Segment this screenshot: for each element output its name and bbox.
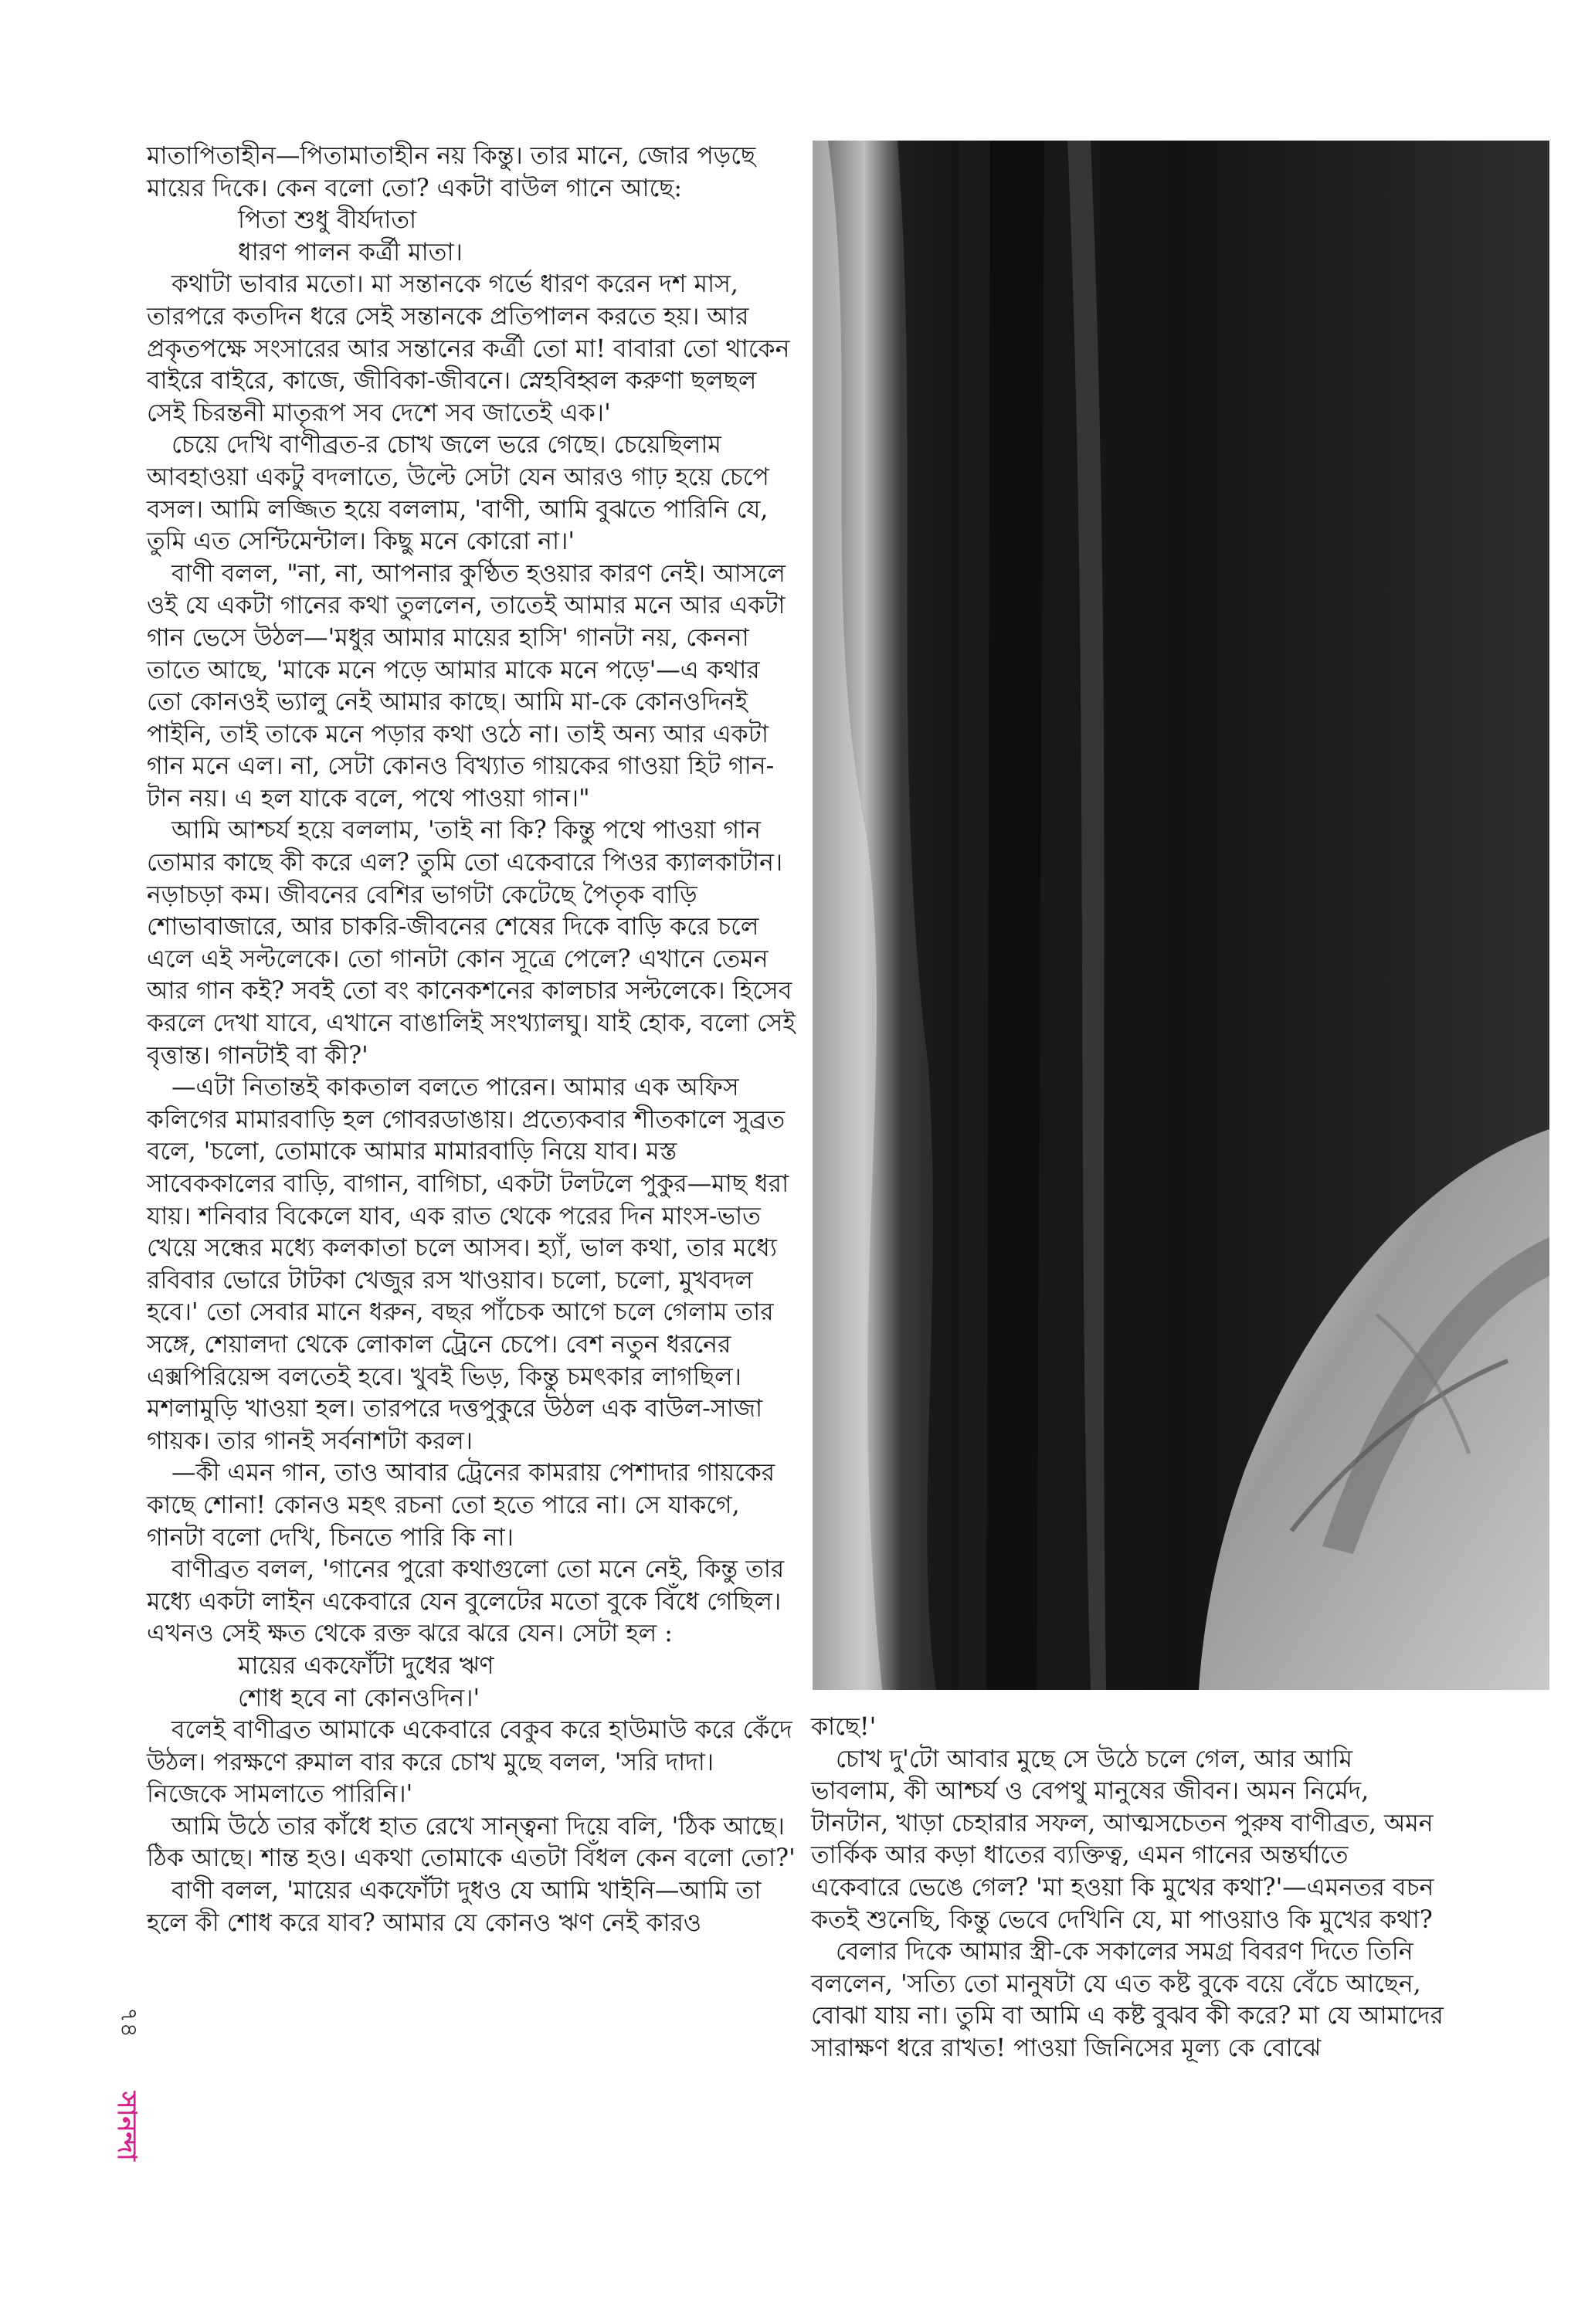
left-text-column: [147, 141, 800, 1939]
illustration-photo: [813, 141, 1549, 1690]
paragraph: আমি উঠে তার কাঁধে হাত রেখে সান্ত্বনা দিয়ে বলি, 'ঠিক আছে। ঠিক আছে। শান্ত হও। একথা তোমাকে এতটা বিঁধল কেন বলো তো?': [147, 1812, 796, 1873]
paragraph: বাণী বলল, 'মায়ের একফোঁটা দুধও যে আমি খাইনি—আমি তা হলে কী শোধ করে যাব? আমার যে কোনও ঋণ নেই কারও: [147, 1877, 762, 1937]
verse-line: ধারণ পালন কর্ত্রী মাতা।: [238, 238, 463, 266]
paragraph: —কী এমন গান, তাও আবার ট্রেনের কামরায় পেশাদার গায়কের কাছে শোনা! কোনও মহৎ রচনা তো হতে পারে না। সে যাকগে, গানটা বলো দেখি, চিনতে পারি কি না।: [147, 1459, 775, 1552]
paragraph: আমি আশ্চর্য হয়ে বললাম, 'তাই না কি? কিন্তু পথে পাওয়া গান তোমার কাছে কী করে এল? তুমি তো একেবারে পিওর ক্যালকাটান। নড়াচড়া কম। জীবনের বেশির ভাগটা কেটেছে পৈতৃক বাড়ি শোভাবাজারে, আর চাকরি-জীবনের শেষের দিকে বাড়ি করে চলে এলে এই সল্টলেকে। তো গানটা কোন সূত্রে পেলে? এখানে তেমন আর গান কই? সবই তো বং কানেকশনের কালচার সল্টলেকে। হিসেব করলে দেখা যাবে, এখানে বাঙালিই সংখ্যালঘু। যাই হোক, বলো সেই বৃত্তান্ত। গানটাই বা কী?': [147, 816, 796, 1070]
verse-line: শোধ হবে না কোনওদিন।': [238, 1684, 480, 1712]
page-number: ৭৪: [115, 2007, 142, 2037]
paragraph: চোখ দু'টো আবার মুছে সে উঠে চলে গেল, আর আমি ভাবলাম, কী আশ্চর্য ও বেপথু মানুষের জীবন। অমন নির্মেদ, টানটান, খাড়া চেহারার সফল, আত্মসচেতন পুরুষ বাণীব্রত, অমন তার্কিক আর কড়া ধাতের ব্যক্তিত্ব, এমন গানের অন্তর্ঘাতে একেবারে ভেঙে গেল? 'মা হওয়া কি মুখের কথা?'—এমনতর বচন কতই শুনেছি, কিন্তু ভেবে দেখিনি যে, মা পাওয়াও কি মুখের কথা?: [811, 1745, 1434, 1934]
paragraph: —এটা নিতান্তই কাকতাল বলতে পারেন। আমার এক অফিস কলিগের মামারবাড়ি হল গোবরডাঙায়। প্রত্যেকবার শীতকালে সুব্রত বলে, 'চলো, তোমাকে আমার মামারবাড়ি নিয়ে যাব। মস্ত সাবেককালের বাড়ি, বাগান, বাগিচা, একটা টলটলে পুকুর—মাছ ধরা যায়। শনিবার বিকেলে যাব, এক রাত থেকে পরের দিন মাংস-ভাত খেয়ে সন্ধের মধ্যে কলকাতা চলে আসব। হ্যাঁ, ভাল কথা, তার মধ্যে রবিবার ভোরে টাটকা খেজুর রস খাওয়াব। চলো, চলো, মুখবদল হবে।' তো সেবার মানে ধরুন, বছর পাঁচেক আগে চলে গেলাম তার সঙ্গে, শেয়ালদা থেকে লোকাল ট্রেনে চেপে। বেশ নতুন ধরনের এক্সপিরিয়েন্স বলতেই হবে। খুবই ভিড়, কিন্তু চমৎকার লাগছিল। মশলামুড়ি খাওয়া হল। তারপরে দত্তপুকুরে উঠল এক বাউল-সাজা গায়ক। তার গানই সর্বনাশটা করল।: [147, 1074, 789, 1455]
photo-artwork: [813, 141, 1549, 1690]
paragraph: মাতাপিতাহীন—পিতামাতাহীন নয় কিন্তু। তার মানে, জোর পড়ছে মায়ের দিকে। কেন বলো তো? একটা বাউল গানে আছে:: [147, 142, 756, 202]
paragraph: কাছে!': [811, 1713, 877, 1741]
right-text-column: [811, 1712, 1444, 2065]
verse-line: মায়ের একফোঁটা দুধের ঋণ: [238, 1651, 494, 1680]
paragraph: চেয়ে দেখি বাণীব্রত-র চোখ জলে ভরে গেছে। চেয়েছিলাম আবহাওয়া একটু বদলাতে, উল্টে সেটা যেন আরও গাঢ় হয়ে চেপে বসল। আমি লজ্জিত হয়ে বললাম, 'বাণী, আমি বুঝতে পারিনি যে, তুমি এত সেন্টিমেন্টাল। কিছু মনে কোরো না।': [147, 431, 769, 556]
paragraph: বলেই বাণীব্রত আমাকে একেবারে বেকুব করে হাউমাউ করে কেঁদে উঠল। পরক্ষণে রুমাল বার করে চোখ মুছে বলল, 'সরি দাদা। নিজেকে সামলাতে পারিনি।': [147, 1716, 792, 1809]
page-footer: [102, 1999, 148, 2200]
paragraph: বাণীব্রত বলল, 'গানের পুরো কথাগুলো তো মনে নেই, কিন্তু তার মধ্যে একটা লাইন একেবারে যেন বুলেটের মতো বুকে বিঁধে গেছিল। এখনও সেই ক্ষত থেকে রক্ত ঝরে ঝরে যেন। সেটা হল :: [147, 1556, 785, 1648]
paragraph: বাণী বলল, "না, না, আপনার কুণ্ঠিত হওয়ার কারণ নেই। আসলে ওই যে একটা গানের কথা তুললেন, তাতেই আমার মনে আর একটা গান ভেসে উঠল—'মধুর আমার মায়ের হাসি' গানটা নয়, কেননা তাতে আছে, 'মাকে মনে পড়ে আমার মাকে মনে পড়ে'—এ কথার তো কোনওই ভ্যালু নেই আমার কাছে। আমি মা-কে কোনওদিনই পাইনি, তাই তাকে মনে পড়ার কথা ওঠে না। তাই অন্য আর একটা গান মনে এল। না, সেটা কোনও বিখ্যাত গায়কের গাওয়া হিট গান-টান নয়। এ হল যাকে বলে, পথে পাওয়া গান।": [147, 559, 786, 813]
verse-line: পিতা শুধু বীর্যদাতা: [238, 206, 417, 235]
magazine-name: সানন্দা: [111, 2092, 142, 2161]
paragraph: বেলার দিকে আমার স্ত্রী-কে সকালের সমগ্র বিবরণ দিতে তিনি বললেন, 'সত্যি তো মানুষটা যে এত কষ্ট বুকে বয়ে বেঁচে আছেন, বোঝা যায় না। তুমি বা আমি এ কষ্ট বুঝব কী করে? মা যে আমাদের সারাক্ষণ ধরে রাখত! পাওয়া জিনিসের মূল্য কে বোঝে: [811, 1938, 1444, 2062]
paragraph: কথাটা ভাবার মতো। মা সন্তানকে গর্ভে ধারণ করেন দশ মাস, তারপরে কতদিন ধরে সেই সন্তানকে প্রতিপালন করতে হয়। আর প্রকৃতপক্ষে সংসারের আর সন্তানের কর্ত্রী তো মা! বাবারা তো থাকেন বাইরে বাইরে, কাজে, জীবিকা-জীবনে। স্নেহবিহ্বল করুণা ছলছল সেই চিরন্তনী মাতৃরূপ সব দেশে সব জাতেই এক।': [147, 270, 790, 427]
